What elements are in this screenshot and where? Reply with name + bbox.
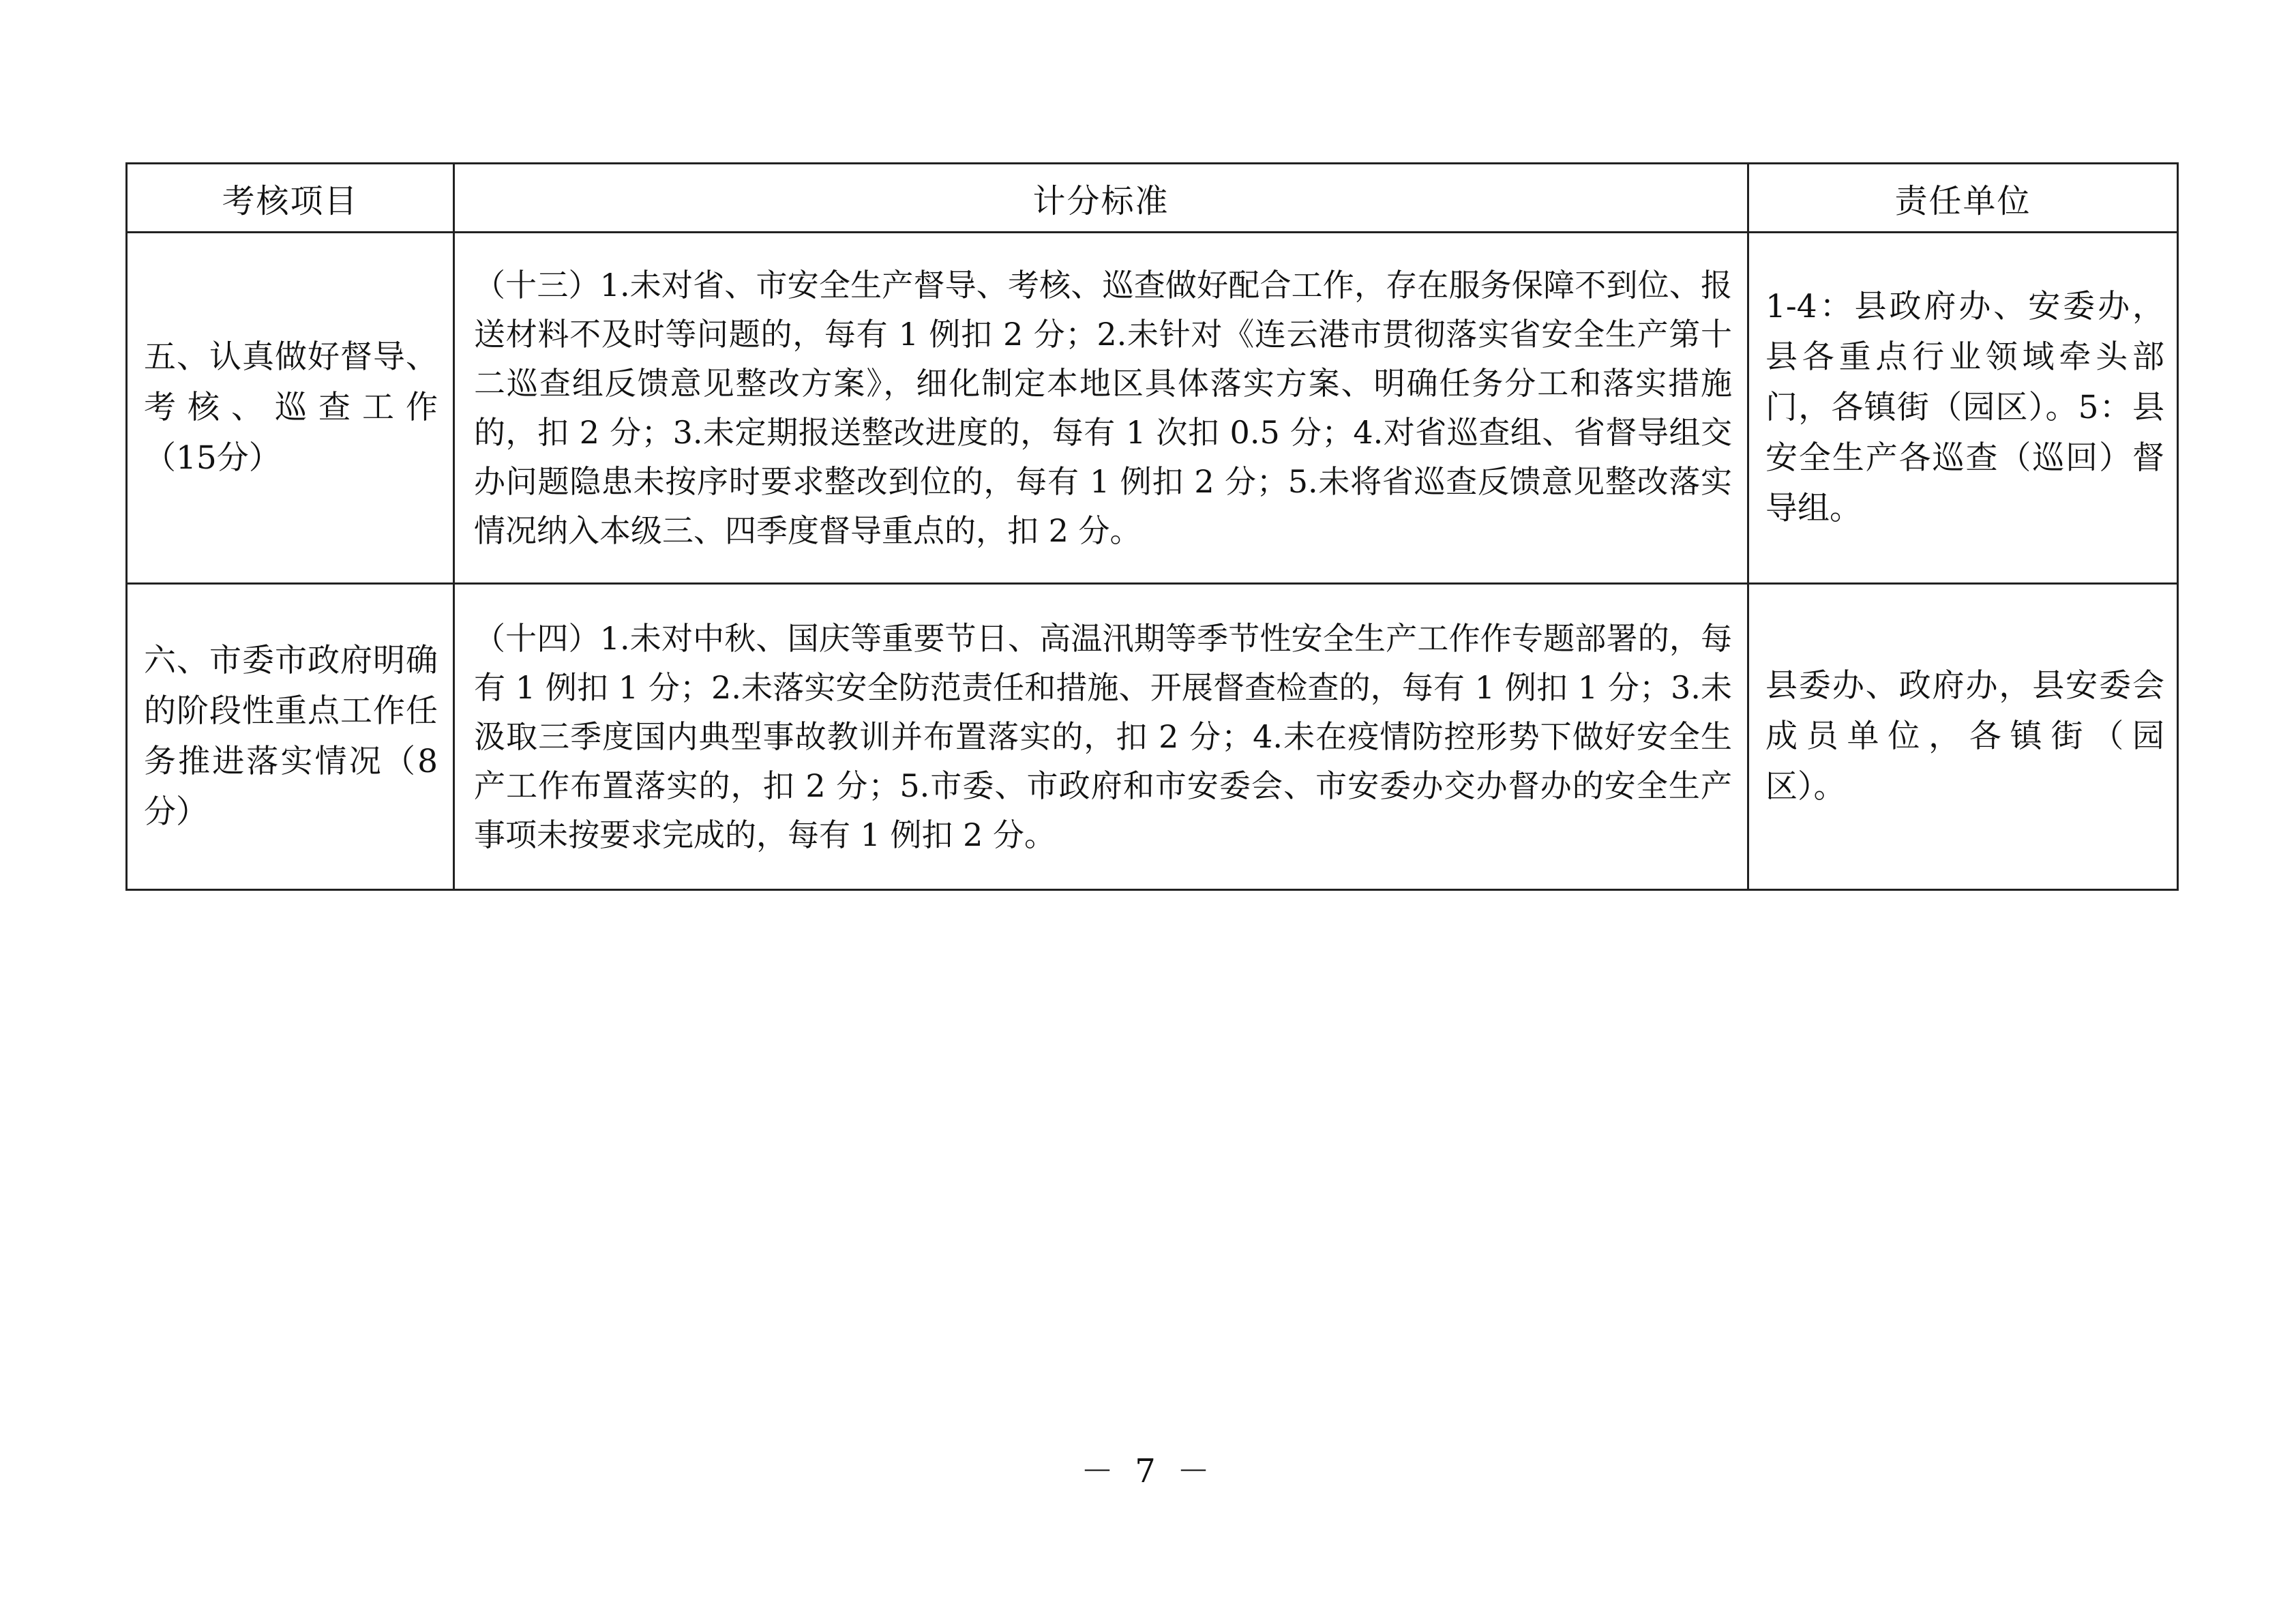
header-scoring-standard: 计分标准 <box>454 164 1748 233</box>
assessment-item-cell: 六、市委市政府明确的阶段性重点工作任务推进落实情况（8分） <box>127 584 454 890</box>
header-responsible-unit: 责任单位 <box>1748 164 2178 233</box>
table-row <box>127 233 2178 584</box>
page-number: － 7 － <box>1080 1452 1216 1490</box>
assessment-item-cell: 五、认真做好督导、考核、巡查工作（15分） <box>127 233 454 584</box>
scoring-standard-cell: （十四）1.未对中秋、国庆等重要节日、高温汛期等季节性安全生产工作作专题部署的，每有 1 例扣 1 分；2.未落实安全防范责任和措施、开展督查检查的，每有 1 例扣 1 分；3.未汲取三季度国内典型事故教训并布置落实的，扣 2 分；4.未在疫情防控形势下做好安全生产工作布置落实的，扣 2 分；5.市委、市政府和市安委会、市安委办交办督办的安全生产事项未按要求完成的，每有 1 例扣 2 分。 <box>454 584 1748 890</box>
header-assessment-item: 考核项目 <box>127 164 454 233</box>
responsible-unit-cell: 县委办、政府办，县安委会成员单位，各镇街（园区）。 <box>1748 584 2178 890</box>
responsible-unit-cell: 1-4：县政府办、安委办，县各重点行业领域牵头部门，各镇街（园区）。5：县安全生产各巡查（巡回）督导组。 <box>1748 233 2178 584</box>
assessment-table <box>125 162 2179 891</box>
scoring-standard-cell: （十三）1.未对省、市安全生产督导、考核、巡查做好配合工作，存在服务保障不到位、报送材料不及时等问题的，每有 1 例扣 2 分；2.未针对《连云港市贯彻落实省安全生产第十二巡查组反馈意见整改方案》，细化制定本地区具体落实方案、明确任务分工和落实措施的，扣 2 分；3.未定期报送整改进度的，每有 1 次扣 0.5 分；4.对省巡查组、省督导组交办问题隐患未按序时要求整改到位的，每有 1 例扣 2 分；5.未将省巡查反馈意见整改落实情况纳入本级三、四季度督导重点的，扣 2 分。 <box>454 233 1748 584</box>
table-row <box>127 584 2178 890</box>
table-header-row <box>127 164 2178 233</box>
